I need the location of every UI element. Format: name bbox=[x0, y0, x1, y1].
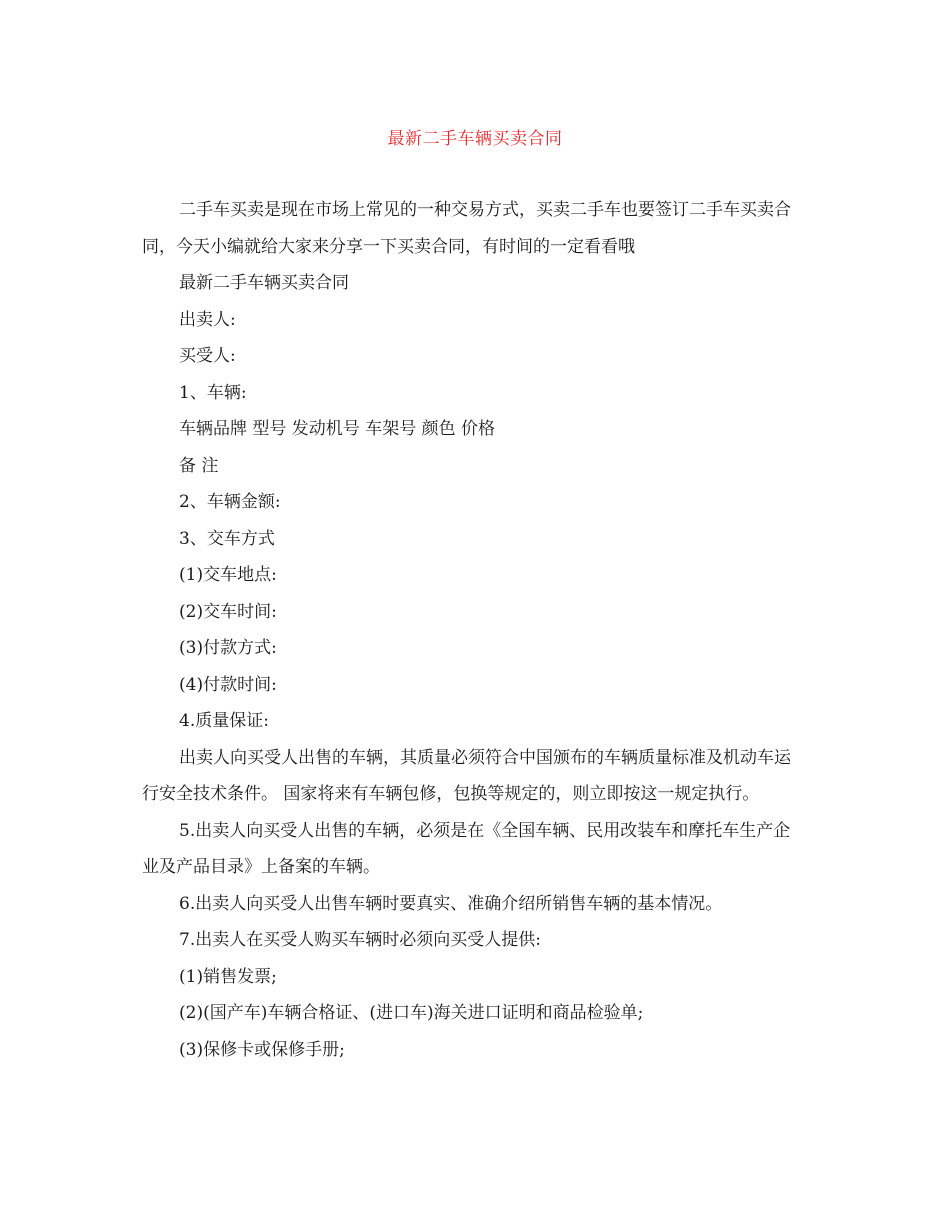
section-amount: 2、车辆金额: bbox=[179, 492, 281, 512]
intro-paragraph: 二手车买卖是现在市场上常见的一种交易方式，买卖二手车也要签订二手车买卖合同，今天小编就给大家来分享一下买卖合同，有时间的一定看看哦 bbox=[142, 200, 791, 257]
remarks-line: 备 注 bbox=[179, 455, 219, 476]
buyer-line: 买受人: bbox=[179, 346, 236, 366]
payment-method: (3)付款方式: bbox=[179, 638, 277, 658]
quality-paragraph: 出卖人向买受人出售的车辆，其质量必须符合中国颁布的车辆质量标准及机动车运行安全技术条件。 国家将来有车辆包修，包换等规定的，则立即按这一规定执行。 bbox=[142, 747, 791, 804]
section-vehicle: 1、车辆: bbox=[179, 382, 247, 403]
clause-7: 7.出卖人在买受人购买车辆时必须向买受人提供: bbox=[179, 930, 541, 950]
payment-time: (4)付款时间: bbox=[179, 674, 277, 695]
section-quality: 4.质量保证: bbox=[179, 711, 269, 731]
delivery-time: (2)交车时间: bbox=[179, 601, 277, 622]
seller-line: 出卖人: bbox=[179, 309, 236, 330]
clause-5: 5.出卖人向买受人出售的车辆，必须是在《全国车辆、民用改装车和摩托车生产企业及产品目录》上备案的车辆。 bbox=[142, 820, 791, 877]
clause-7-item-2: (2)(国产车)车辆合格证、(进口车)海关进口证明和商品检验单; bbox=[179, 1003, 644, 1023]
delivery-location: (1)交车地点: bbox=[179, 565, 277, 585]
clause-7-item-3: (3)保修卡或保修手册; bbox=[179, 1039, 345, 1060]
document-body bbox=[142, 192, 802, 1068]
document-title: 最新二手车辆买卖合同 bbox=[387, 129, 563, 149]
contract-heading: 最新二手车辆买卖合同 bbox=[179, 273, 349, 293]
vehicle-fields-line: 车辆品牌 型号 发动机号 车架号 颜色 价格 bbox=[179, 419, 496, 439]
section-delivery: 3、交车方式 bbox=[179, 528, 275, 549]
clause-6: 6.出卖人向买受人出售车辆时要真实、准确介绍所销售车辆的基本情况。 bbox=[179, 893, 723, 914]
clause-7-item-1: (1)销售发票; bbox=[179, 966, 277, 987]
